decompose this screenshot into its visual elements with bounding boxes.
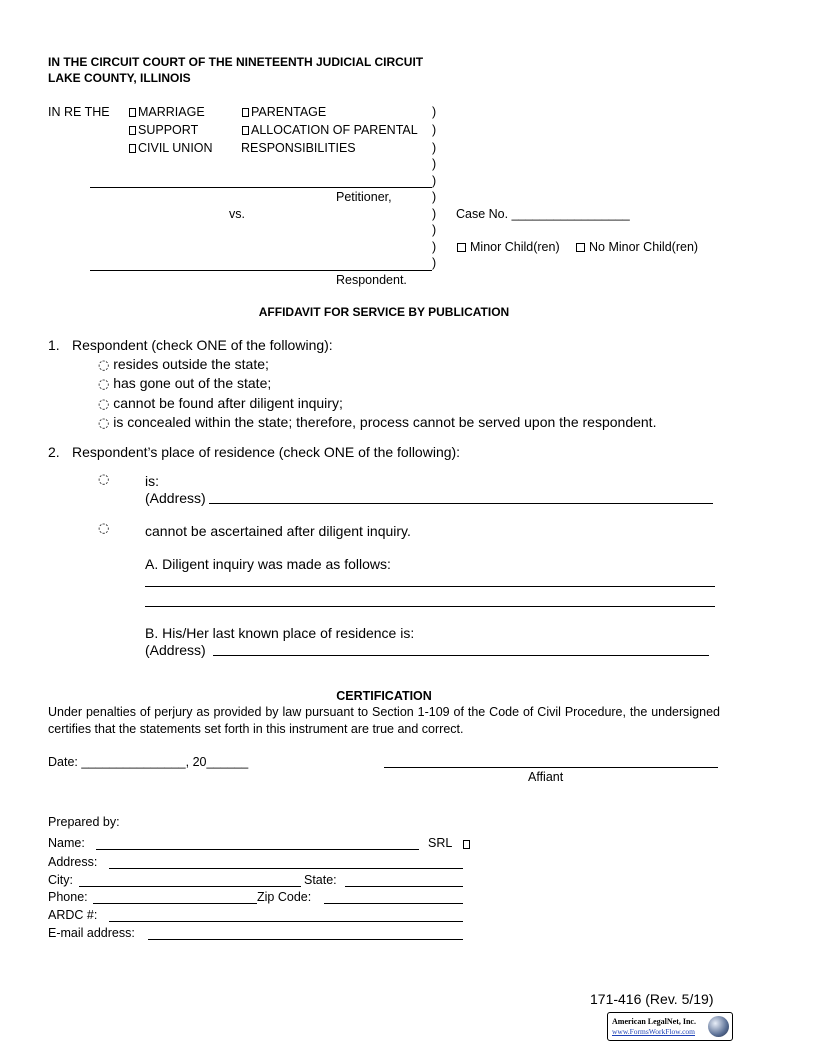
caption-paren: ) [432, 256, 437, 270]
civil-union-option[interactable] [129, 141, 213, 155]
civil-union-checkbox-icon[interactable] [129, 144, 136, 153]
caption-paren: ) [432, 105, 437, 119]
section-1-option[interactable] [98, 395, 343, 412]
support-label: SUPPORT [138, 123, 199, 137]
diligent-inquiry-line[interactable] [145, 606, 715, 607]
section-2-number: 2. [48, 444, 60, 460]
caption-paren: ) [432, 190, 437, 204]
city-line[interactable] [79, 886, 301, 887]
section-1-heading: Respondent (check ONE of the following): [72, 337, 333, 353]
checkbox-icon[interactable]: ◌ [98, 377, 110, 392]
email-label: E-mail address: [48, 926, 135, 940]
form-number: 171-416 (Rev. 5/19) [590, 991, 714, 1007]
diligent-inquiry-label: A. Diligent inquiry was made as follows: [145, 556, 391, 572]
vs-label: vs. [229, 207, 245, 221]
marriage-checkbox-icon[interactable] [129, 108, 136, 117]
logo-website-link[interactable]: www.FormsWorkFlow.com [612, 1027, 696, 1036]
phone-label: Phone: [48, 890, 88, 904]
caption-paren: ) [432, 223, 437, 237]
date-field[interactable]: Date: _______________, 20______ [48, 755, 249, 769]
respondent-label: Respondent. [336, 273, 407, 287]
srl-label: SRL [428, 836, 453, 850]
no-minor-children-checkbox-icon[interactable] [576, 243, 585, 252]
petitioner-label: Petitioner, [336, 190, 392, 204]
caption-paren: ) [432, 141, 437, 155]
checkbox-icon[interactable]: ◌ [98, 472, 110, 487]
section-1-option-label: resides outside the state; [113, 356, 269, 372]
srl-option[interactable] [463, 835, 472, 853]
section-1-option[interactable] [98, 356, 269, 373]
last-known-address-line[interactable] [213, 655, 709, 656]
section-1-option[interactable] [98, 375, 271, 392]
case-number-field[interactable]: Case No. _________________ [456, 207, 630, 221]
checkbox-icon[interactable]: ◌ [98, 358, 110, 373]
court-name: IN THE CIRCUIT COURT OF THE NINETEENTH JUDICIAL CIRCUIT [48, 55, 424, 69]
zip-label: Zip Code: [257, 890, 312, 904]
ardc-label: ARDC #: [48, 908, 98, 922]
affiant-signature-line[interactable] [384, 767, 718, 768]
section-2-heading: Respondent’s place of residence (check ONE of the following): [72, 444, 461, 460]
address-line[interactable] [109, 868, 463, 869]
state-label: State: [304, 873, 337, 887]
section-1-number: 1. [48, 337, 60, 353]
section-1-option-label: is concealed within the state; therefore, process cannot be served upon the respondent. [113, 414, 657, 430]
prepared-by-heading: Prepared by: [48, 815, 120, 829]
certification-title: CERTIFICATION [336, 689, 432, 703]
last-known-residence-label: B. His/Her last known place of residence is: [145, 625, 415, 641]
allocation-label: ALLOCATION OF PARENTAL [251, 123, 418, 137]
allocation-option[interactable] [242, 123, 418, 137]
document-title: AFFIDAVIT FOR SERVICE BY PUBLICATION [258, 305, 510, 319]
parentage-checkbox-icon[interactable] [242, 108, 249, 117]
state-line[interactable] [345, 886, 463, 887]
phone-line[interactable] [93, 903, 257, 904]
in-re-label: IN RE THE [48, 105, 110, 119]
county-name: LAKE COUNTY, ILLINOIS [48, 71, 191, 85]
email-line[interactable] [148, 939, 463, 940]
srl-checkbox-icon[interactable] [463, 840, 470, 849]
american-legalnet-logo [607, 1012, 733, 1041]
section-1-option-label: cannot be found after diligent inquiry; [113, 395, 343, 411]
address-line[interactable] [209, 503, 713, 504]
zip-line[interactable] [324, 903, 463, 904]
globe-icon [708, 1016, 729, 1037]
marriage-label: MARRIAGE [138, 105, 205, 119]
caption-paren: ) [432, 123, 437, 137]
marriage-option[interactable] [129, 105, 205, 119]
checkbox-icon[interactable]: ◌ [98, 521, 110, 536]
is-label: is: [145, 473, 159, 489]
petitioner-name-line[interactable] [90, 187, 432, 188]
parentage-option[interactable] [242, 105, 326, 119]
affiant-label: Affiant [528, 770, 564, 784]
allocation-checkbox-icon[interactable] [242, 126, 249, 135]
certification-text: Under penalties of perjury as provided by law pursuant to Section 1-109 of the Code of Civil Procedure, the undersigned certifies that the statements set forth in this instrument are true and correct. [48, 705, 720, 736]
ardc-line[interactable] [109, 921, 463, 922]
support-option[interactable] [129, 123, 198, 137]
civil-union-label: CIVIL UNION [138, 141, 213, 155]
name-label: Name: [48, 836, 85, 850]
address-label: Address: [48, 855, 98, 869]
minor-children-checkbox-icon[interactable] [457, 243, 466, 252]
section-1-option-label: has gone out of the state; [113, 375, 272, 391]
parentage-label: PARENTAGE [251, 105, 327, 119]
caption-paren: ) [432, 174, 437, 188]
name-line[interactable] [96, 849, 419, 850]
caption-paren: ) [432, 240, 437, 254]
caption-paren: ) [432, 157, 437, 171]
last-known-address-label: (Address) [145, 642, 206, 658]
diligent-inquiry-line[interactable] [145, 586, 715, 587]
checkbox-icon[interactable]: ◌ [98, 416, 110, 431]
minor-children-option[interactable] [457, 240, 560, 254]
logo-company-name: American LegalNet, Inc. [612, 1017, 696, 1026]
cannot-ascertain-label: cannot be ascertained after diligent inquiry. [145, 523, 411, 539]
city-label: City: [48, 873, 73, 887]
caption-paren: ) [432, 207, 437, 221]
no-minor-children-label: No Minor Child(ren) [589, 240, 699, 254]
address-label: (Address) [145, 490, 206, 506]
allocation-label-line2: RESPONSIBILITIES [241, 141, 356, 155]
checkbox-icon[interactable]: ◌ [98, 397, 110, 412]
minor-children-label: Minor Child(ren) [470, 240, 560, 254]
respondent-name-line[interactable] [90, 270, 432, 271]
support-checkbox-icon[interactable] [129, 126, 136, 135]
no-minor-children-option[interactable] [576, 240, 698, 254]
section-1-option[interactable] [98, 414, 656, 431]
